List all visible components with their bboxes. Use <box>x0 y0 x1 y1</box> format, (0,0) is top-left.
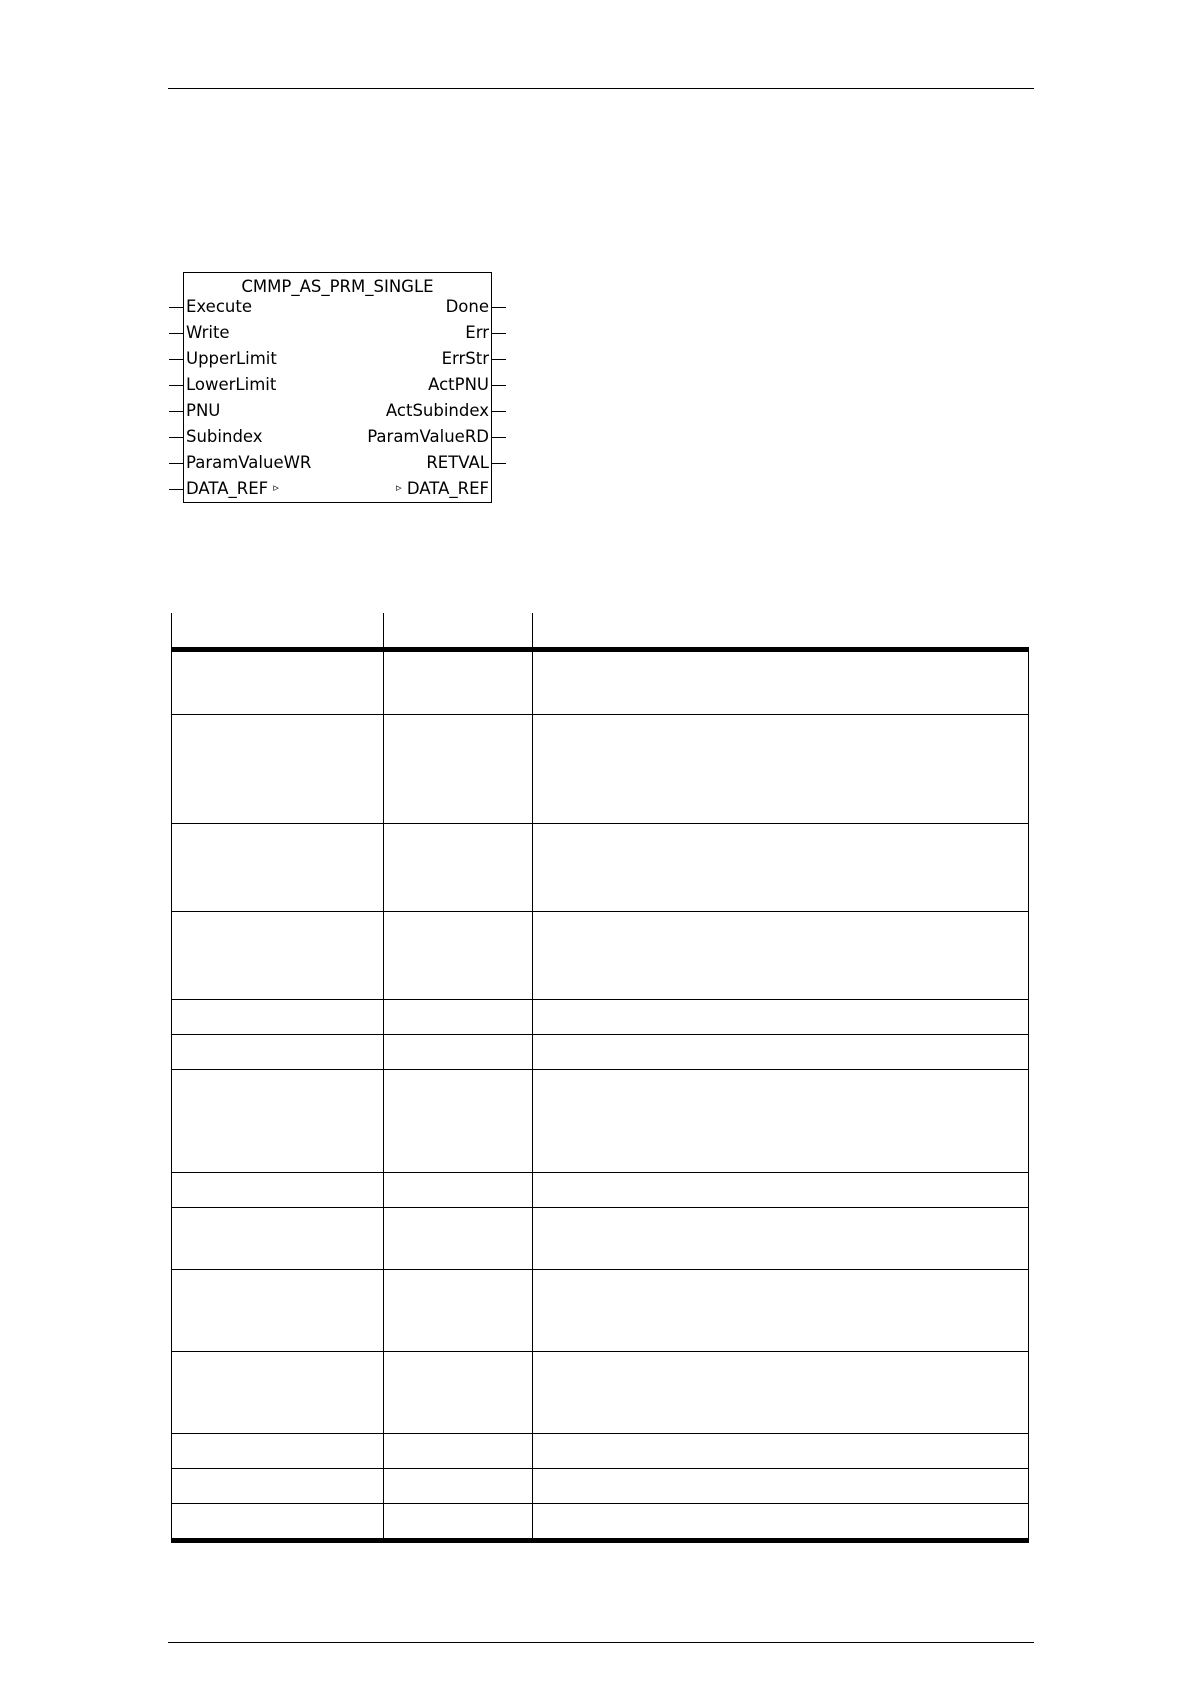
table-row <box>172 1270 1028 1352</box>
table-cell <box>533 1070 1030 1172</box>
header-rule <box>168 88 1034 89</box>
input-stub <box>169 463 183 464</box>
table-cell <box>172 1070 384 1172</box>
table-cell <box>533 1270 1030 1351</box>
input-pin-write: Write <box>186 323 230 342</box>
output-pin-actpnu: ActPNU <box>428 375 489 394</box>
table-cell <box>172 1469 384 1503</box>
table-row <box>172 1000 1028 1035</box>
table-cell <box>384 715 533 823</box>
output-stub <box>492 411 506 412</box>
function-block-diagram <box>183 272 492 503</box>
table-cell <box>533 715 1030 823</box>
table-cell <box>172 1000 384 1034</box>
output-stub <box>492 437 506 438</box>
table-cell <box>384 1208 533 1269</box>
table-cell <box>533 1035 1030 1069</box>
table-cell <box>172 824 384 911</box>
input-stub <box>169 333 183 334</box>
table-cell <box>384 1270 533 1351</box>
table-cell <box>384 1352 533 1433</box>
input-stub <box>169 359 183 360</box>
table-cell <box>172 1504 384 1538</box>
table-cell <box>172 912 384 999</box>
output-stub <box>492 463 506 464</box>
table-cell <box>384 652 533 714</box>
table-cell <box>533 1000 1030 1034</box>
input-stub <box>169 411 183 412</box>
output-pin-data-ref-label: DATA_REF <box>406 479 489 498</box>
table-cell <box>533 652 1030 714</box>
header-cell <box>532 613 1029 647</box>
table-cell <box>384 1000 533 1034</box>
input-pin-upperlimit: UpperLimit <box>186 349 277 368</box>
output-pin-paramvaluerd: ParamValueRD <box>367 427 489 446</box>
inout-marker-icon: ▹ <box>396 480 402 494</box>
table-cell <box>384 1434 533 1468</box>
table-cell <box>384 1035 533 1069</box>
table-cell <box>172 1270 384 1351</box>
table-cell <box>172 715 384 823</box>
output-pin-errstr: ErrStr <box>441 349 489 368</box>
table-cell <box>172 1035 384 1069</box>
table-header <box>171 613 1029 647</box>
table-cell <box>172 1352 384 1433</box>
table-row <box>172 1035 1028 1070</box>
output-stub <box>492 385 506 386</box>
output-pin-err: Err <box>465 323 489 342</box>
table-cell <box>384 1173 533 1207</box>
header-cell <box>171 613 383 647</box>
output-pin-data-ref <box>396 479 489 499</box>
input-pin-data-ref-label: DATA_REF <box>186 479 269 498</box>
table-cell <box>172 1208 384 1269</box>
table-cell <box>533 1469 1030 1503</box>
table-row <box>172 1208 1028 1270</box>
table-row <box>172 1434 1028 1469</box>
input-stub <box>169 437 183 438</box>
table-row <box>172 1070 1028 1173</box>
table-cell <box>533 1208 1030 1269</box>
input-pin-execute: Execute <box>186 297 252 316</box>
table-row <box>172 1173 1028 1208</box>
input-pin-paramvaluewr: ParamValueWR <box>186 453 312 472</box>
parameter-table <box>171 613 1029 1543</box>
table-cell <box>533 912 1030 999</box>
footer-rule <box>168 1642 1034 1643</box>
table-row <box>172 824 1028 912</box>
table-row <box>172 715 1028 824</box>
output-stub <box>492 333 506 334</box>
input-stub <box>169 307 183 308</box>
table-cell <box>533 1504 1030 1538</box>
table-row <box>172 912 1028 1000</box>
header-cell <box>383 613 532 647</box>
table-cell <box>384 1469 533 1503</box>
input-stub <box>169 385 183 386</box>
table-cell <box>533 824 1030 911</box>
table-cell <box>533 1352 1030 1433</box>
output-pin-retval: RETVAL <box>426 453 489 472</box>
inout-marker-icon: ▹ <box>273 480 279 494</box>
input-pin-subindex: Subindex <box>186 427 263 446</box>
output-stub <box>492 359 506 360</box>
output-pin-actsubindex: ActSubindex <box>385 401 489 420</box>
table-cell <box>172 652 384 714</box>
table-cell <box>384 1070 533 1172</box>
output-pin-done: Done <box>445 297 489 316</box>
input-stub <box>169 489 183 490</box>
table-row <box>172 1504 1028 1538</box>
table-cell <box>172 1173 384 1207</box>
table-cell <box>533 1434 1030 1468</box>
input-pin-pnu: PNU <box>186 401 221 420</box>
input-pin-data-ref <box>186 479 279 499</box>
table-cell <box>384 1504 533 1538</box>
function-block-title: CMMP_AS_PRM_SINGLE <box>241 277 434 296</box>
table-cell <box>533 1173 1030 1207</box>
table-cell <box>172 1434 384 1468</box>
table-row <box>172 1469 1028 1504</box>
input-pin-lowerlimit: LowerLimit <box>186 375 277 394</box>
table-row <box>172 1352 1028 1434</box>
table-cell <box>384 824 533 911</box>
output-stub <box>492 307 506 308</box>
table-body <box>171 652 1029 1543</box>
table-row <box>172 652 1028 715</box>
table-cell <box>384 912 533 999</box>
